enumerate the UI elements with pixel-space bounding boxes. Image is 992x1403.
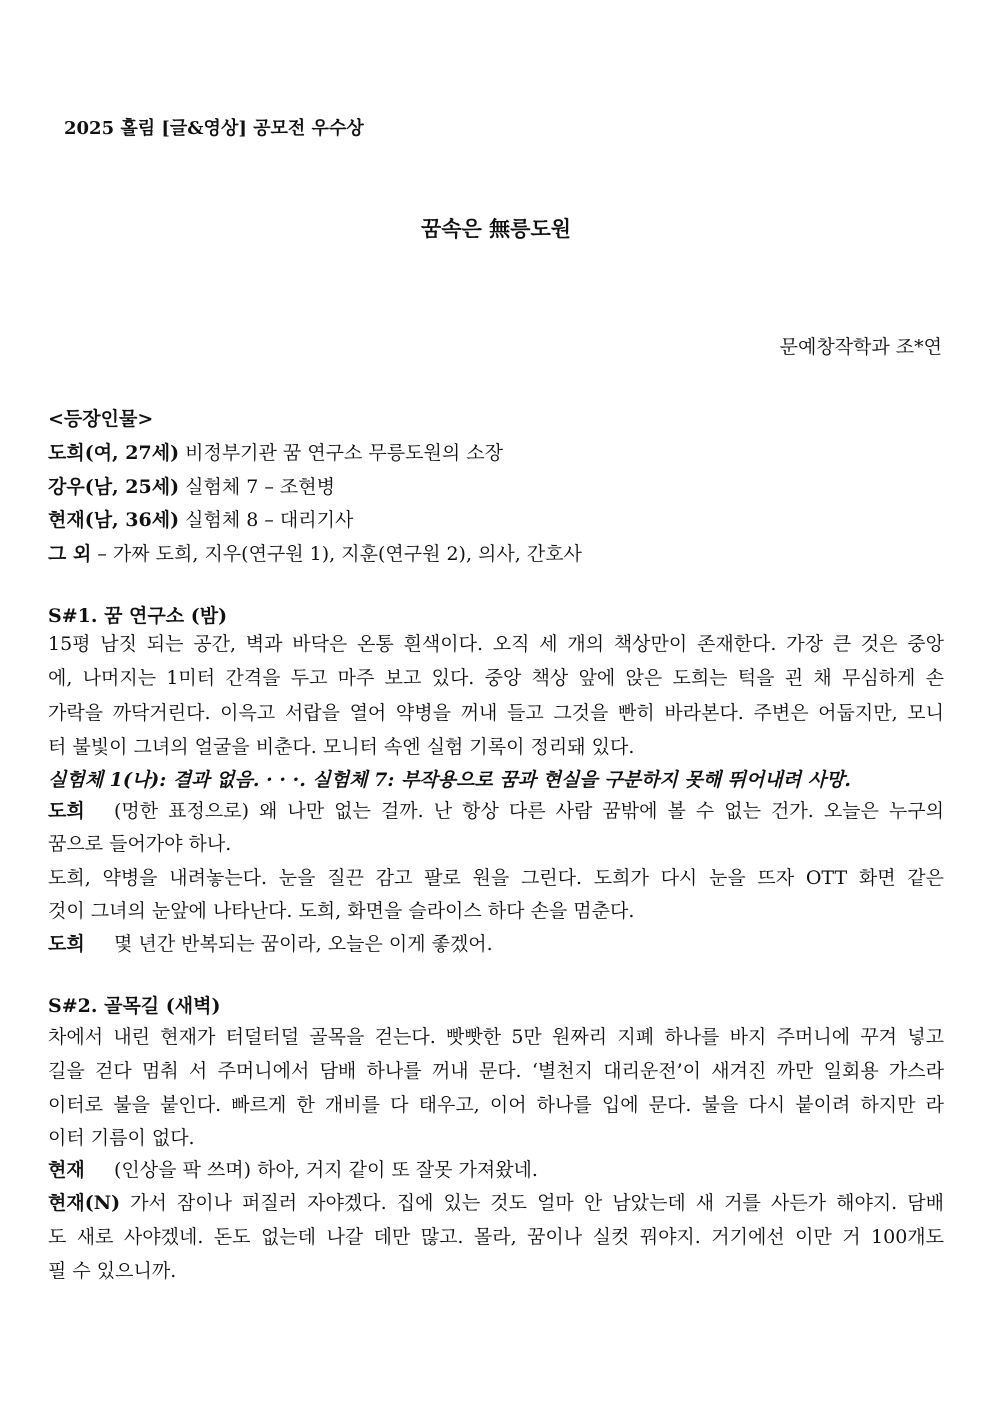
speaker-name: 현재: [48, 1159, 85, 1181]
scene-paragraph-line: 차에서 내린 현재가 터덜터덜 골목을 걷는다. 빳빳한 5만 원짜리 지폐 하나를 바지 주머니에 꾸겨 넣고: [48, 1026, 944, 1048]
character-desc: 비정부기관 꿈 연구소 무릉도원의 소장: [179, 442, 503, 464]
dialogue-line: [48, 932, 944, 956]
speaker-name: 현재(N): [48, 1192, 121, 1214]
scene-paragraph-line: 도희, 약병을 내려놓는다. 눈을 질끈 감고 팔로 원을 그린다. 도희가 다시 눈을 뜨자 OTT 화면 같은: [48, 867, 944, 889]
character-name: 도희(여, 27세): [48, 442, 180, 464]
dialogue-line: [48, 799, 944, 823]
scene-paragraph-line: 길을 걷다 멈춰 서 주머니에서 담배 하나를 꺼내 문다. ‘별천지 대리운전’이 새겨진 까만 일회용 가스라: [48, 1060, 944, 1082]
character-desc: 실험체 7 – 조현병: [179, 476, 335, 498]
scene-paragraph-line: 이터 기름이 없다.: [48, 1127, 195, 1149]
character-name: 그 외: [48, 543, 92, 565]
scene-paragraph-line: 것이 그녀의 눈앞에 나타난다. 도희, 화면을 슬라이스 하다 손을 멈춘다.: [48, 900, 635, 922]
dialogue-continuation: 필 수 있으니까.: [48, 1260, 177, 1282]
document-title: 꿈속은 無릉도원: [420, 216, 572, 241]
character-name: 강우(남, 25세): [48, 476, 180, 498]
dialogue-text: 몇 년간 반복되는 꿈이라, 오늘은 이게 좋겠어.: [114, 933, 493, 955]
character-row: [48, 475, 944, 499]
characters-heading: <등장인물>: [48, 408, 154, 430]
scene-paragraph-line: 이터로 불을 붙인다. 빠르게 한 개비를 다 태우고, 이어 하나를 입에 문다. 불을 다시 붙이려 하지만 라: [48, 1094, 944, 1116]
scene-heading: S#1. 꿈 연구소 (밤): [48, 605, 228, 627]
dialogue-continuation: 도 새로 사야겠네. 돈도 없는데 나갈 데만 많고. 몰라, 꿈이나 실컷 꿔야지. 거기에선 이만 거 100개도: [48, 1226, 944, 1248]
dialogue-line: [48, 1158, 944, 1182]
dialogue-line: [48, 1191, 944, 1215]
scene-paragraph-line: 15평 남짓 되는 공간, 벽과 바닥은 온통 흰색이다. 오직 세 개의 책상만이 존재한다. 가장 큰 것은 중앙: [48, 633, 944, 655]
scene-heading: S#2. 골목길 (새벽): [48, 995, 221, 1017]
dialogue-text: (멍한 표정으로) 왜 나만 없는 걸까. 난 항상 다른 사람 꿈밖에 볼 수 없는 건가. 오늘은 누구의: [114, 800, 944, 822]
speaker-name: 도희: [48, 800, 85, 822]
scene-paragraph-line: 에, 나머지는 1미터 간격을 두고 마주 보고 있다. 중앙 책상 앞에 앉은 도희는 턱을 괸 채 무심하게 손: [48, 667, 944, 689]
experiment-record: 실험체 1(나): 결과 없음. · · ·. 실험체 7: 부작용으로 꿈과 현실을 구분하지 못해 뛰어내려 사망.: [48, 769, 852, 791]
character-name: 현재(남, 36세): [48, 509, 180, 531]
scene-paragraph-line: 터 불빛이 그녀의 얼굴을 비춘다. 모니터 속엔 실험 기록이 정리돼 있다.: [48, 736, 635, 758]
scene-paragraph-line: 가락을 까닥거린다. 이윽고 서랍을 열어 약병을 꺼내 들고 그것을 빤히 바라본다. 주변은 어둡지만, 모니: [48, 702, 944, 724]
author-line: 문예창작학과 조*연: [779, 336, 942, 358]
character-row: [48, 542, 944, 566]
dialogue-text: (인상을 팍 쓰며) 하아, 거지 같이 또 잘못 가져왔네.: [114, 1159, 538, 1181]
character-desc: – 가짜 도희, 지우(연구원 1), 지훈(연구원 2), 의사, 간호사: [91, 543, 582, 565]
dialogue-text: 가서 잠이나 퍼질러 자야겠다. 집에 있는 것도 얼마 안 남았는데 새 거를 사든가 해야지. 담배: [120, 1192, 944, 1214]
character-row: [48, 508, 944, 532]
speaker-name: 도희: [48, 933, 85, 955]
award-line: 2025 홀림 [글&영상] 공모전 우수상: [64, 118, 364, 139]
dialogue-continuation: 꿈으로 들어가야 하나.: [48, 833, 232, 855]
character-desc: 실험체 8 – 대리기사: [179, 509, 354, 531]
character-row: [48, 441, 944, 465]
